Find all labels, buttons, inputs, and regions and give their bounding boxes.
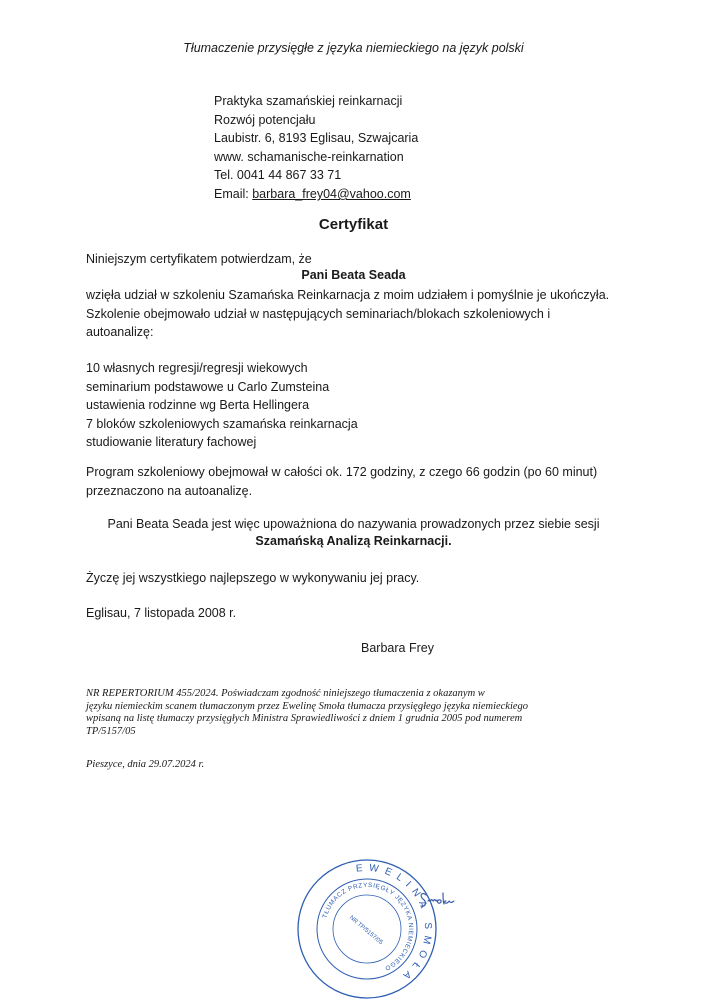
program-paragraph [86, 463, 597, 500]
translator-place-date: Pieszyce, dnia 29.07.2024 r. [86, 759, 205, 770]
translator-note-line-1: NR REPERTORIUM 455/2024. Poświadczam zgodność niniejszego tłumaczenia z okazanym w [86, 688, 485, 699]
certificate-paragraph-1 [86, 286, 609, 342]
signatory-name: Barbara Frey [361, 641, 434, 655]
translation-header-note: Tłumaczenie przysięgłe z języka niemieckiego na język polski [183, 41, 524, 55]
program-line-1: Program szkoleniowy obejmował w całości ok. 172 godziny, z czego 66 godzin (po 60 minut) [86, 465, 598, 479]
letterhead-website[interactable]: www. schamanische-reinkarnation [214, 149, 404, 164]
place-and-date: Eglisau, 7 listopada 2008 r. [86, 606, 237, 620]
letterhead-email-row [214, 185, 418, 204]
email-link[interactable]: barbara_frey04@vahoo.com [252, 186, 411, 201]
svg-text:TŁUMACZ PRZYSIĘGŁY JĘZYKA NIEM [321, 882, 414, 972]
letterhead-subtitle: Rozwój potencjału [214, 112, 316, 127]
stamp-inner-text: TŁUMACZ PRZYSIĘGŁY JĘZYKA NIEMIECKIEGO [321, 881, 415, 972]
authorization-title: Szamańską Analizą Reinkarnacji. [255, 534, 452, 548]
paragraph-1-line-3: autoanalizę: [86, 325, 154, 339]
training-item: seminarium podstawowe u Carlo Zumsteina [86, 379, 330, 394]
training-items-list [86, 359, 358, 452]
training-item: 7 bloków szkoleniowych szamańska reinkarnacja [86, 416, 358, 431]
letterhead-phone: Tel. 0041 44 867 33 71 [214, 168, 342, 183]
training-item: 10 własnych regresji/regresji wiekowych [86, 361, 308, 375]
certificate-person-name: Pani Beata Seada [301, 268, 406, 282]
stamp-number: NR TP/5157/05 [347, 914, 384, 947]
certificate-title: Certyfikat [318, 216, 389, 233]
translator-stamp [296, 858, 438, 1000]
translator-signature [418, 888, 462, 912]
program-line-2: przeznaczono na autoanalizę. [86, 483, 253, 498]
translator-certification-note [86, 688, 586, 738]
email-label: Email: [214, 186, 249, 201]
letterhead-address [214, 92, 418, 204]
translator-note-line-3: wpisaną na listę tłumaczy przysięgłych Ministra Sprawiedliwości z dniem 1 grudnia 2005 pod numerem [86, 713, 523, 725]
letterhead-practice-name: Praktyka szamańskiej reinkarnacji [214, 94, 403, 108]
translator-note-line-4: TP/5157/05 [86, 725, 136, 737]
training-item: studiowanie literatury fachowej [86, 435, 257, 449]
paragraph-1-line-2: Szkolenie obejmowało udział w następujących seminariach/blokach szkoleniowych i [86, 306, 551, 321]
authorization-line: Pani Beata Seada jest więc upoważniona do nazywania prowadzonych przez siebie sesji [107, 517, 600, 531]
wishes-line: Życzę jej wszystkiego najlepszego w wykonywaniu jej pracy. [86, 571, 420, 585]
stamp-outer-text: EWELINA SMOŁA [355, 862, 434, 985]
training-item: ustawienia rodzinne wg Berta Hellingera [86, 398, 310, 412]
certificate-intro: Niniejszym certyfikatem potwierdzam, że [86, 252, 312, 266]
letterhead-street: Laubistr. 6, 8193 Eglisau, Szwajcaria [214, 131, 419, 146]
paragraph-1-line-1: wzięła udział w szkoleniu Szamańska Reinkarnacja z moim udziałem i pomyślnie je ukończyła. [86, 288, 610, 302]
translator-note-line-2: języku niemieckim scanem tłumaczonym przez Ewelinę Smoła tłumacza przysięgłego języka niemieckiego [86, 700, 529, 712]
